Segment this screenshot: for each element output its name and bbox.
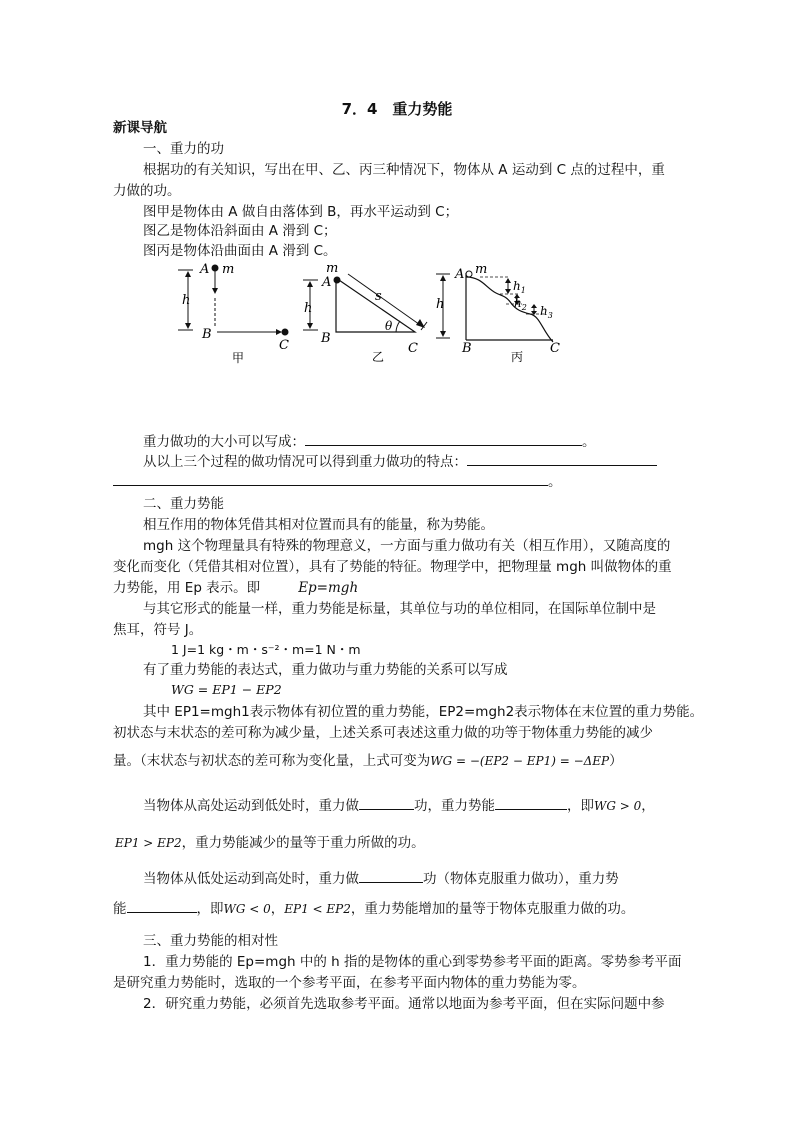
sec2-p2-line3 (113, 579, 358, 597)
ep1-gt-ep2-formula: EP1 > EP2 (115, 836, 182, 850)
fig-bing-h1: $h_1$ (513, 279, 526, 295)
sec1-intro-line2: 力做的功。 (113, 183, 181, 199)
fig-yi-m: m (326, 261, 339, 276)
fig-label-jia: 甲 (232, 351, 245, 365)
p6-text-3: ，即 (567, 798, 594, 814)
fig-jia-C: C (279, 338, 289, 353)
sec2-p5-line1: 其中 EP1=mgh1表示物体有初位置的重力势能，EP2=mgh2表示物体在末位置的重力势能。 (143, 704, 704, 720)
p6-text-5: ，重力势能减少的量等于重力所做的功。 (181, 835, 425, 851)
feature-line (143, 452, 657, 471)
sec2-p2-text: 力势能，用 Ep 表示。即 (113, 580, 261, 596)
work-size-end: 。 (582, 434, 596, 450)
p7-text-3: 能 (113, 901, 127, 917)
wg-positive-formula: WG > 0 (594, 799, 642, 813)
sec1-heading: 一、重力的功 (143, 141, 224, 157)
sec2-p2-line1: mgh 这个物理量具有特殊的物理意义，一方面与重力做功有关（相互作用），又随高度的 (143, 538, 671, 554)
sec2-p6-line2 (115, 834, 425, 852)
delta-ep-formula: WG = −(EP2 − EP1) = −ΔEP (430, 754, 610, 768)
p7-text-1: 当物体从低处运动到高处时，重力做 (143, 871, 359, 887)
gravity-work-figure (170, 258, 590, 370)
page-title: 7．4 重力势能 (341, 100, 453, 118)
fig-bing-h2: $h_2$ (514, 296, 527, 312)
work-energy-formula: WG = EP1 − EP2 (171, 682, 282, 697)
fig-yi-theta: θ (385, 319, 393, 333)
p7-sep: ， (270, 901, 285, 917)
feature-blank-1[interactable] (467, 452, 657, 466)
sec2-p7-line2 (113, 899, 634, 918)
fig-jia-B: B (202, 327, 212, 342)
sec2-p5-end: ） (609, 753, 623, 769)
p7-text-2: 功（物体克服重力做功），重力势 (423, 871, 619, 887)
fig-jia-m: m (222, 262, 235, 277)
fig-bing-A: A (455, 267, 465, 282)
p6-text-1: 当物体从高处运动到低处时，重力做 (143, 798, 359, 814)
fig-label-bing: 丙 (511, 350, 524, 364)
fig-label-yi: 乙 (372, 350, 385, 364)
sec1-intro-line1: 根据功的有关知识，写出在甲、乙、丙三种情况下，物体从 A 运动到 C 点的过程中，重 (143, 162, 665, 178)
feature-text: 从以上三个过程的做功情况可以得到重力做功的特点： (143, 454, 467, 470)
figure-jia (178, 262, 289, 365)
sec2-p5-line3 (113, 752, 623, 770)
fig-yi-A: A (322, 275, 332, 290)
sec2-heading: 二、重力势能 (143, 496, 224, 512)
fig-yi-s: s (375, 289, 382, 304)
sec1-case-yi: 图乙是物体沿斜面由 A 滑到 C； (143, 223, 337, 239)
fig-yi-C: C (408, 341, 418, 356)
sec2-p5-text: 量。（末状态与初状态的差可称为变化量，上式可变为 (113, 753, 431, 769)
sec2-p7-line1 (143, 869, 619, 888)
sec3-p1-line2: 是研究重力势能时，选取的一个参考平面，在参考平面内物体的重力势能为零。 (113, 975, 586, 991)
fig-yi-h: h (304, 301, 313, 316)
sec3-heading: 三、重力势能的相对性 (143, 933, 278, 949)
p6-text-4: ， (641, 798, 655, 814)
sec3-p2: 2．研究重力势能，必须首先选取参考平面。通常以地面为参考平面，但在实际问题中参 (143, 996, 665, 1012)
fig-bing-mass (466, 271, 472, 277)
fig-jia-A: A (200, 262, 210, 277)
sec2-p3-line2: 焦耳，符号 J。 (113, 622, 203, 638)
feature-line-2 (113, 472, 562, 491)
p7-text-4: ，即 (196, 901, 224, 917)
feature-end: 。 (548, 474, 562, 490)
fig-bing-m: m (475, 262, 488, 277)
figure-yi (303, 261, 427, 364)
p6-blank-1[interactable] (359, 796, 414, 810)
p7-blank-1[interactable] (359, 869, 423, 883)
fig-bing-B: B (462, 341, 472, 356)
fig-jia-h: h (182, 293, 191, 308)
feature-blank-2[interactable] (113, 472, 548, 486)
fig-bing-C: C (550, 341, 560, 356)
wg-negative-formula: WG < 0 (223, 902, 271, 916)
sec1-case-jia: 图甲是物体由 A 做自由落体到 B，再水平运动到 C； (143, 204, 459, 220)
fig-jia-mass (212, 265, 219, 272)
p7-blank-2[interactable] (127, 899, 197, 913)
sec2-p1: 相互作用的物体凭借其相对位置而具有的能量，称为势能。 (143, 517, 494, 533)
fig-yi-B: B (321, 331, 331, 346)
nav-heading: 新课导航 (113, 120, 167, 136)
work-size-text: 重力做功的大小可以写成： (143, 434, 305, 450)
work-size-blank[interactable] (305, 432, 582, 446)
p6-blank-2[interactable] (495, 796, 567, 810)
sec2-p4: 有了重力势能的表达式，重力做功与重力势能的关系可以写成 (143, 662, 508, 678)
sec2-p2-line2: 变化而变化（凭借其相对位置），具有了势能的特征。物理学中，把物理量 mgh 叫做物体的重 (113, 559, 672, 575)
fig-bing-h: h (436, 297, 445, 312)
work-size-line (143, 432, 596, 451)
p6-text-2: 功，重力势能 (414, 798, 495, 814)
sec2-p6-line1 (143, 796, 655, 815)
sec3-p1-line1: 1．重力势能的 Ep=mgh 中的 h 指的是物体的重心到零势参考平面的距离。零势参考平面 (143, 954, 682, 970)
ep1-lt-ep2-formula: EP1 < EP2 (284, 902, 351, 916)
p7-text-5: ，重力势能增加的量等于物体克服重力做的功。 (350, 901, 635, 917)
figure-bing (436, 262, 560, 364)
sec2-p3-line1: 与其它形式的能量一样，重力势能是标量，其单位与功的单位相同，在国际单位制中是 (143, 601, 656, 617)
sec2-p5-line2: 初状态与末状态的差可称为减少量，上述关系可表述这重力做的功等于物体重力势能的减少 (113, 725, 653, 741)
sec1-case-bing: 图丙是物体沿曲面由 A 滑到 C。 (143, 243, 337, 259)
fig-bing-h3: $h_3$ (540, 304, 553, 320)
joule-unit: 1 J=1 kg・m・s⁻²・m=1 N・m (171, 642, 361, 657)
ep-formula: Ep=mgh (298, 580, 359, 596)
